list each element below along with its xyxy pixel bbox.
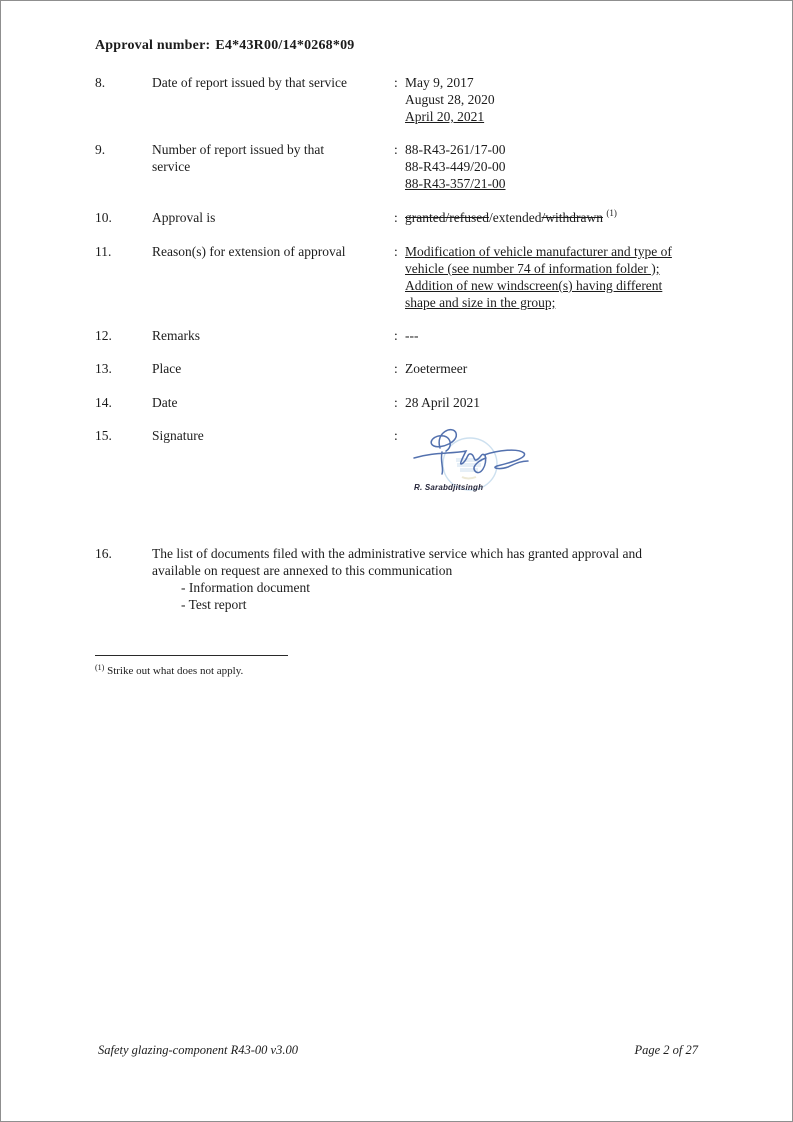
- item-9-label: [152, 141, 394, 175]
- item-10-struck-granted-refused: granted/refused: [405, 210, 489, 225]
- item-8-number: 8.: [95, 75, 106, 90]
- item-16: [95, 545, 757, 613]
- item-12-colon: :: [394, 328, 398, 343]
- item-11-value: [405, 243, 757, 311]
- item-13-label: Place: [152, 361, 182, 376]
- item-14-label: Date: [152, 395, 178, 410]
- item-10-footnote-ref: (1): [606, 208, 617, 218]
- item-10: [95, 209, 757, 226]
- item-9-label-line1: Number of report issued by that: [152, 142, 325, 157]
- item-11-number: 11.: [95, 244, 112, 259]
- item-9-label-line2: service: [152, 159, 191, 174]
- item-8-value-2: August 28, 2020: [405, 92, 495, 107]
- item-13-value: Zoetermeer: [405, 361, 468, 376]
- item-8-values: [405, 74, 757, 125]
- item-11: [95, 243, 757, 311]
- signature-stroke: [414, 430, 528, 474]
- item-11-value-line3: Addition of new windscreen(s) having different: [405, 278, 663, 293]
- footnote-text: Strike out what does not apply.: [107, 665, 244, 677]
- item-16-doc-list: [181, 579, 757, 613]
- item-16-doc-1: - Information document: [181, 580, 310, 595]
- item-9-colon: :: [394, 142, 398, 157]
- item-16-text-line1: The list of documents filed with the administrative service which has granted approval and: [152, 546, 642, 561]
- page-footer: [98, 1042, 698, 1059]
- item-10-struck-withdrawn: /withdrawn: [541, 210, 603, 225]
- item-16-text-line2: available on request are annexed to this communication: [152, 563, 453, 578]
- item-9: [95, 141, 757, 192]
- item-9-number: 9.: [95, 142, 106, 157]
- item-9-values: [405, 141, 757, 192]
- item-10-plain-extended: /extended: [488, 210, 542, 225]
- item-11-value-line4: shape and size in the group;: [405, 295, 556, 310]
- item-11-value-line1: Modification of vehicle manufacturer and type of: [405, 244, 672, 259]
- item-16-number: 16.: [95, 546, 112, 561]
- footnote-divider: [95, 655, 288, 656]
- item-14: [95, 394, 757, 411]
- item-11-label: Reason(s) for extension of approval: [152, 244, 346, 259]
- item-9-value-2: 88-R43-449/20-00: [405, 159, 506, 174]
- item-12-value: ---: [405, 328, 419, 343]
- item-16-doc-2: - Test report: [181, 597, 247, 612]
- item-10-label: Approval is: [152, 210, 216, 225]
- item-9-value-3: 88-R43-357/21-00: [405, 176, 506, 191]
- item-8: [95, 74, 757, 125]
- footnote-ref: (1): [95, 663, 105, 672]
- item-12: [95, 327, 757, 344]
- footer-document-title: Safety glazing-component R43-00 v3.00: [98, 1043, 298, 1057]
- item-15-label: Signature: [152, 428, 204, 443]
- item-12-number: 12.: [95, 328, 112, 343]
- item-13-colon: :: [394, 361, 398, 376]
- item-16-text: [152, 545, 757, 613]
- footnote: [95, 661, 243, 678]
- item-13-number: 13.: [95, 361, 112, 376]
- approval-number-line: [95, 37, 354, 54]
- item-11-value-line2: vehicle (see number 74 of information folder );: [405, 261, 660, 276]
- item-9-value-1: 88-R43-261/17-00: [405, 142, 506, 157]
- item-14-colon: :: [394, 395, 398, 410]
- item-10-number: 10.: [95, 210, 112, 225]
- item-8-label: Date of report issued by that service: [152, 75, 347, 90]
- item-8-colon: :: [394, 75, 398, 90]
- approval-number-value: E4*43R00/14*0268*09: [215, 38, 355, 53]
- item-8-value-1: May 9, 2017: [405, 75, 474, 90]
- item-13: [95, 360, 757, 377]
- approval-number-label: Approval number:: [95, 38, 211, 53]
- item-15-number: 15.: [95, 428, 112, 443]
- item-12-label: Remarks: [152, 328, 200, 343]
- item-11-colon: :: [394, 244, 398, 259]
- item-15-colon: :: [394, 428, 398, 443]
- item-14-number: 14.: [95, 395, 112, 410]
- item-10-value: [405, 209, 757, 226]
- item-14-value: 28 April 2021: [405, 395, 481, 410]
- footer-page-number: Page 2 of 27: [634, 1043, 698, 1057]
- item-10-colon: :: [394, 210, 398, 225]
- signatory-name: R. Sarabdjitsingh: [414, 483, 484, 492]
- item-8-value-3: April 20, 2021: [405, 109, 485, 124]
